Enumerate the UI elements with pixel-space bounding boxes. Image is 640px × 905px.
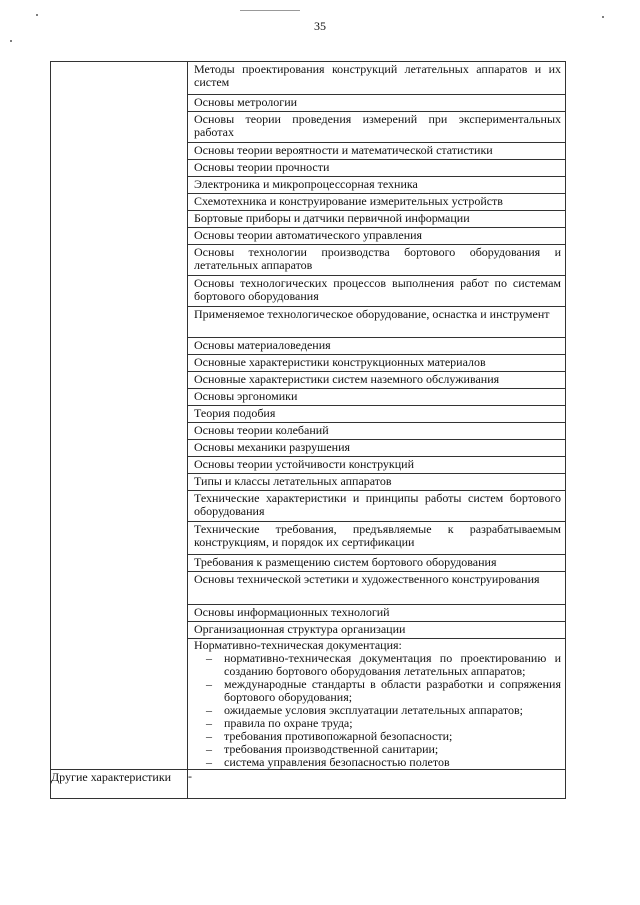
competency-item: Организационная структура организации (188, 622, 565, 639)
competency-item: Основы метрологии (188, 95, 565, 112)
competency-item: Основы эргономики (188, 389, 565, 406)
competency-item: Методы проектирования конструкций летательных аппаратов и их систем (188, 62, 565, 95)
competency-item: Теория подобия (188, 406, 565, 423)
competency-item: Технические требования, предъявляемые к разрабатываемым конструкциям, и порядок их сертификации (188, 522, 565, 555)
other-characteristics-row (51, 770, 566, 799)
normative-docs-block (188, 639, 565, 769)
normative-docs-item (194, 756, 561, 769)
normative-docs-item-text: нормативно-техническая документация по проектированию и созданию бортового оборудования летательных аппаратов; (224, 651, 561, 678)
competency-item: Основы теории проведения измерений при экспериментальных работах (188, 112, 565, 143)
normative-docs-item-text: требования противопожарной безопасности; (224, 729, 453, 743)
other-characteristics-value: - (188, 770, 566, 799)
knowledge-row (51, 62, 566, 770)
normative-docs-item-text: международные стандарты в области разработки и сопряжения бортового оборудования; (224, 677, 561, 704)
competency-item: Электроника и микропроцессорная техника (188, 177, 565, 194)
competency-item: Основы информационных технологий (188, 605, 565, 622)
dash-bullet: – (206, 651, 212, 665)
competency-item: Основы технической эстетики и художественного конструирования (188, 572, 565, 605)
competency-item: Применяемое технологическое оборудование, оснастка и инструмент (188, 307, 565, 338)
competency-item: Схемотехника и конструирование измерительных устройств (188, 194, 565, 211)
normative-docs-item (194, 652, 561, 678)
dash-bullet: – (206, 703, 212, 717)
competency-item: Основы материаловедения (188, 338, 565, 355)
competency-item: Основные характеристики конструкционных материалов (188, 355, 565, 372)
normative-docs-list (194, 652, 561, 769)
competency-item: Основы технологических процессов выполнения работ по системам бортового оборудования (188, 276, 565, 307)
normative-docs-item (194, 678, 561, 704)
competency-item: Бортовые приборы и датчики первичной информации (188, 211, 565, 228)
dash-bullet: – (206, 729, 212, 743)
dash-bullet: – (206, 742, 212, 756)
normative-docs-item-text: ожидаемые условия эксплуатации летательных аппаратов; (224, 703, 524, 717)
normative-docs-item-text: система управления безопасностью полетов (224, 755, 450, 769)
dash-bullet: – (206, 716, 212, 730)
competency-item: Типы и классы летательных аппаратов (188, 474, 565, 491)
competency-item: Основные характеристики систем наземного обслуживания (188, 372, 565, 389)
competency-item: Основы теории устойчивости конструкций (188, 457, 565, 474)
knowledge-label-cell (51, 62, 188, 770)
competency-item: Технические характеристики и принципы работы систем бортового оборудования (188, 491, 565, 522)
normative-docs-title: Нормативно-техническая документация: (194, 638, 402, 652)
knowledge-list-cell (188, 62, 566, 770)
top-scan-line (240, 10, 300, 11)
scan-speck (36, 14, 38, 16)
competency-item: Основы теории автоматического управления (188, 228, 565, 245)
dash-bullet: – (206, 677, 212, 691)
normative-docs-item-text: правила по охране труда; (224, 716, 353, 730)
normative-docs-item-text: требования производственной санитарии; (224, 742, 439, 756)
requirements-table (50, 61, 566, 799)
competency-item: Основы механики разрушения (188, 440, 565, 457)
scan-speck (10, 40, 12, 42)
competency-item: Основы теории колебаний (188, 423, 565, 440)
competency-item: Требования к размещению систем бортового оборудования (188, 555, 565, 572)
competency-item: Основы технологии производства бортового оборудования и летательных аппаратов (188, 245, 565, 276)
competency-item: Основы теории прочности (188, 160, 565, 177)
competency-item: Основы теории вероятности и математической статистики (188, 143, 565, 160)
page-number: 35 (314, 19, 326, 33)
scan-speck (602, 16, 604, 18)
dash-bullet: – (206, 755, 212, 769)
other-characteristics-label: Другие характеристики (51, 770, 188, 799)
